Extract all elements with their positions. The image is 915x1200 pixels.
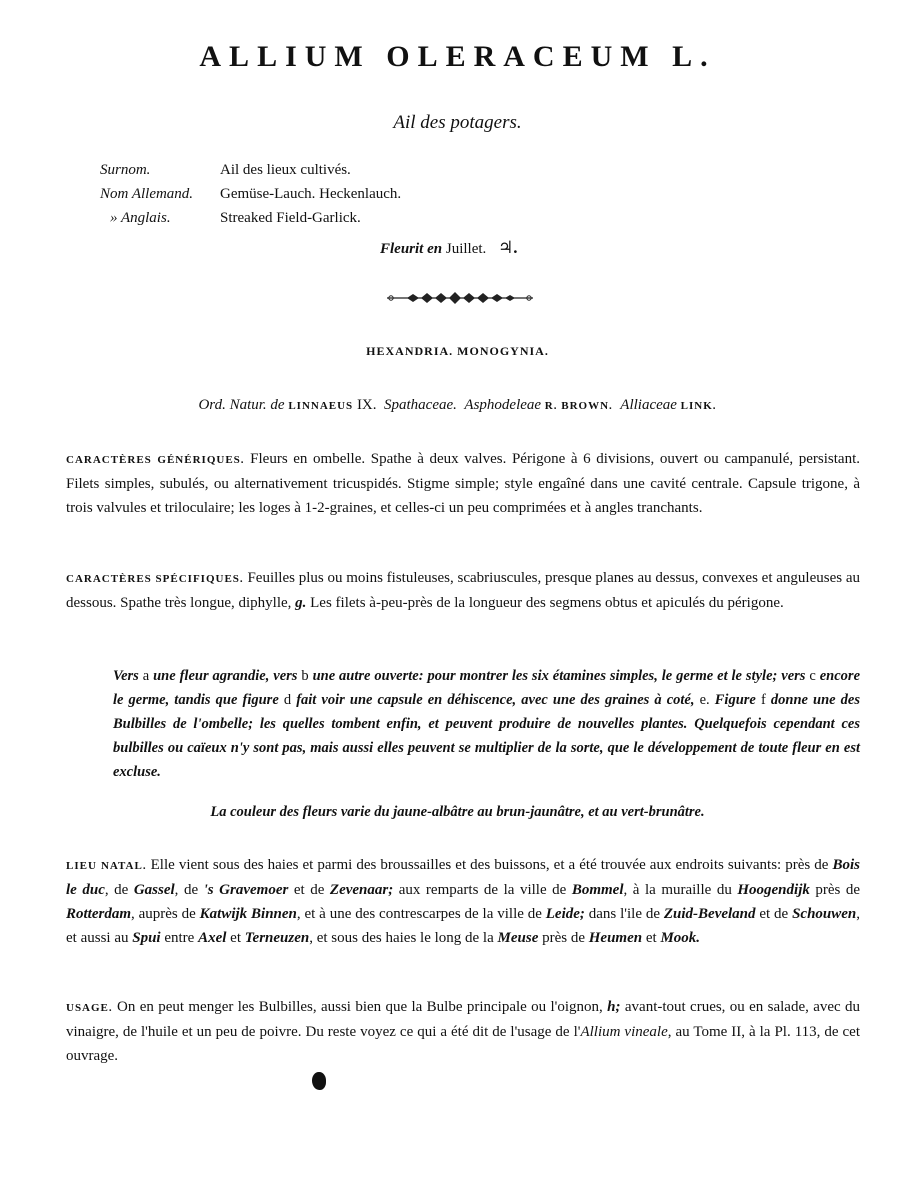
author-brown: R. BROWN. xyxy=(544,400,613,412)
ornament-divider-icon xyxy=(385,291,535,305)
figure-letter: e. xyxy=(699,692,710,708)
colour-note: La couleur des fleurs varie du jaune-albâtre au brun-jaunâtre, et au vert-brunâtre. xyxy=(210,804,705,820)
paragraph-text: Fleurs en ombelle. Spathe à deux valves. Périgone à 6 divisions, ouvert ou campanulé, persistant. Filets simples, subulés, ou alternativement tricuspidés. Stigme simple; style engaîné dans une cavité centrale. Capsule trigone, à trois valvules et triloculaire; les loges à 1-2-graines, et celles-ci un peu comprimées et à angles tranchants. xyxy=(66,451,860,516)
vernacular-names xyxy=(100,158,401,230)
french-common-name: Ail des potagers. xyxy=(393,112,522,133)
text: une fleur agrandie, vers xyxy=(153,668,298,684)
figure-letter: g. xyxy=(295,595,307,611)
place-name: Heumen xyxy=(588,930,643,946)
name-label: Nom Allemand. xyxy=(100,186,194,202)
place-name: Rotterdam xyxy=(66,906,132,922)
species-name: Allium vineale xyxy=(580,1024,668,1040)
name-value: Streaked Field-Garlick. xyxy=(220,210,361,226)
place-name: Terneuzen xyxy=(244,930,310,946)
text: Figure xyxy=(714,692,756,708)
text: une autre ouverte: pour montrer les six étamines simples, le germe et le style; vers xyxy=(312,668,806,684)
text: et de xyxy=(759,906,789,922)
text: près de xyxy=(542,930,586,946)
name-label: Surnom. xyxy=(100,162,151,178)
author-linnaeus: LINNAEUS xyxy=(288,400,354,412)
text: On en peut menger les Bulbilles, aussi bien que la Bulbe principale ou l'oignon, xyxy=(117,999,603,1015)
text: dans l'ile de xyxy=(588,906,660,922)
text: entre xyxy=(164,930,195,946)
text: , et à une des contrescarpes de la ville de xyxy=(296,906,542,922)
name-value: Ail des lieux cultivés. xyxy=(220,162,351,178)
section-heading: USAGE. xyxy=(66,1002,113,1014)
specific-characters-paragraph xyxy=(66,566,860,615)
order-asphodeleae: Asphodeleae xyxy=(464,397,542,413)
text: Vers xyxy=(113,668,139,684)
text: , et aussi au xyxy=(66,906,861,946)
place-name: Meuse xyxy=(497,930,539,946)
figure-letter: d xyxy=(283,692,292,708)
name-row-surnom xyxy=(100,158,401,182)
figure-letter: h; xyxy=(607,999,621,1015)
natural-order-line xyxy=(0,397,915,414)
text: , à la muraille du xyxy=(623,882,732,898)
figure-letter: b xyxy=(301,668,309,684)
order-spathaceae: Spathaceae. xyxy=(384,397,457,413)
place-name: Schouwen xyxy=(792,906,857,922)
place-name: Bommel xyxy=(571,882,624,898)
figure-letter: c xyxy=(809,668,816,684)
ink-blot-icon xyxy=(312,1072,326,1090)
paragraph-text: Feuilles plus ou moins fistuleuses, scabriuscules, presque planes au dessus, convexes et anguleuses au dessous. Spathe très longue, diphylle, xyxy=(66,570,860,611)
author-link: LINK. xyxy=(680,400,717,412)
text: encore le germe, tandis que figure xyxy=(113,668,861,708)
place-name: Bois le duc xyxy=(66,857,861,898)
figure-letter: a xyxy=(142,668,150,684)
figures-explanation-paragraph xyxy=(113,664,860,784)
place-name: Zevenaar; xyxy=(329,882,394,898)
linnaean-classification: HEXANDRIA. MONOGYNIA. xyxy=(366,344,549,358)
order-alliaceae: Alliaceae xyxy=(620,397,677,413)
text: , au Tome II, à la Pl. 113, de cet ouvrage. xyxy=(66,1024,860,1064)
place-name: Katwijk Binnen xyxy=(199,906,297,922)
perennial-symbol: ♃. xyxy=(498,238,518,257)
place-name: Gassel xyxy=(133,882,175,898)
text: donne une des Bulbilles de l'ombelle; les quelles tombent enfin, et peuvent produire de nouvelles plantes. Quelquefois cependant ces bulbilles ou caïeux n'y sont pas, mais aussi elles peuvent se multiplier de la sorte, que le développement de toute fleur en est excluse. xyxy=(113,692,861,780)
text: , de xyxy=(104,882,129,898)
text: , de xyxy=(174,882,199,898)
flowering-period xyxy=(380,238,518,258)
place-name: Spui xyxy=(132,930,161,946)
figure-letter: f xyxy=(760,692,766,708)
text: avant-tout crues, ou en salade, avec du vinaigre, de l'huile et un peu de poivre. Du reste voyez ce qui a été dit de l'usage de l' xyxy=(66,999,861,1040)
text: et xyxy=(645,930,657,946)
place-name: Leide; xyxy=(545,906,585,922)
section-heading: CARACTÈRES SPÉCIFIQUES. xyxy=(66,573,244,585)
flowering-label: Fleurit en xyxy=(380,241,443,257)
place-name: 's Gravemoer xyxy=(203,882,289,898)
order-prefix: Ord. Natur. de xyxy=(198,397,285,413)
generic-characters-paragraph xyxy=(66,447,860,520)
flowering-month: Juillet. xyxy=(445,241,487,257)
text: aux remparts de la ville de xyxy=(398,882,567,898)
section-heading: LIEU NATAL. xyxy=(66,860,147,872)
text: et xyxy=(230,930,241,946)
habitat-paragraph xyxy=(66,853,860,950)
text: près de xyxy=(815,882,861,898)
page-title: ALLIUM OLERACEUM L. xyxy=(199,40,716,73)
text: fait voir une capsule en déhiscence, avec une des graines à coté, xyxy=(296,692,695,708)
place-name: Hoogendijk xyxy=(737,882,810,898)
text: , et sous des haies le long de la xyxy=(309,930,494,946)
name-row-english xyxy=(100,206,401,230)
name-row-german xyxy=(100,182,401,206)
order-number: IX. xyxy=(356,397,377,413)
place-name: Axel xyxy=(198,930,227,946)
name-label: » Anglais. xyxy=(110,210,171,226)
place-name: Zuid-Beveland xyxy=(663,906,756,922)
text: , auprès de xyxy=(131,906,196,922)
place-name: Mook. xyxy=(660,930,701,946)
text: et de xyxy=(293,882,325,898)
text: Elle vient sous des haies et parmi des broussailles et des buissons, et a été trouvée aux endroits suivants: près de xyxy=(150,857,829,873)
section-heading: CARACTÈRES GÉNÉRIQUES. xyxy=(66,454,245,466)
name-value: Gemüse-Lauch. Heckenlauch. xyxy=(220,186,402,202)
usage-paragraph xyxy=(66,995,860,1068)
paragraph-text: Les filets à-peu-près de la longueur des segmens obtus et apiculés du périgone. xyxy=(310,595,784,611)
